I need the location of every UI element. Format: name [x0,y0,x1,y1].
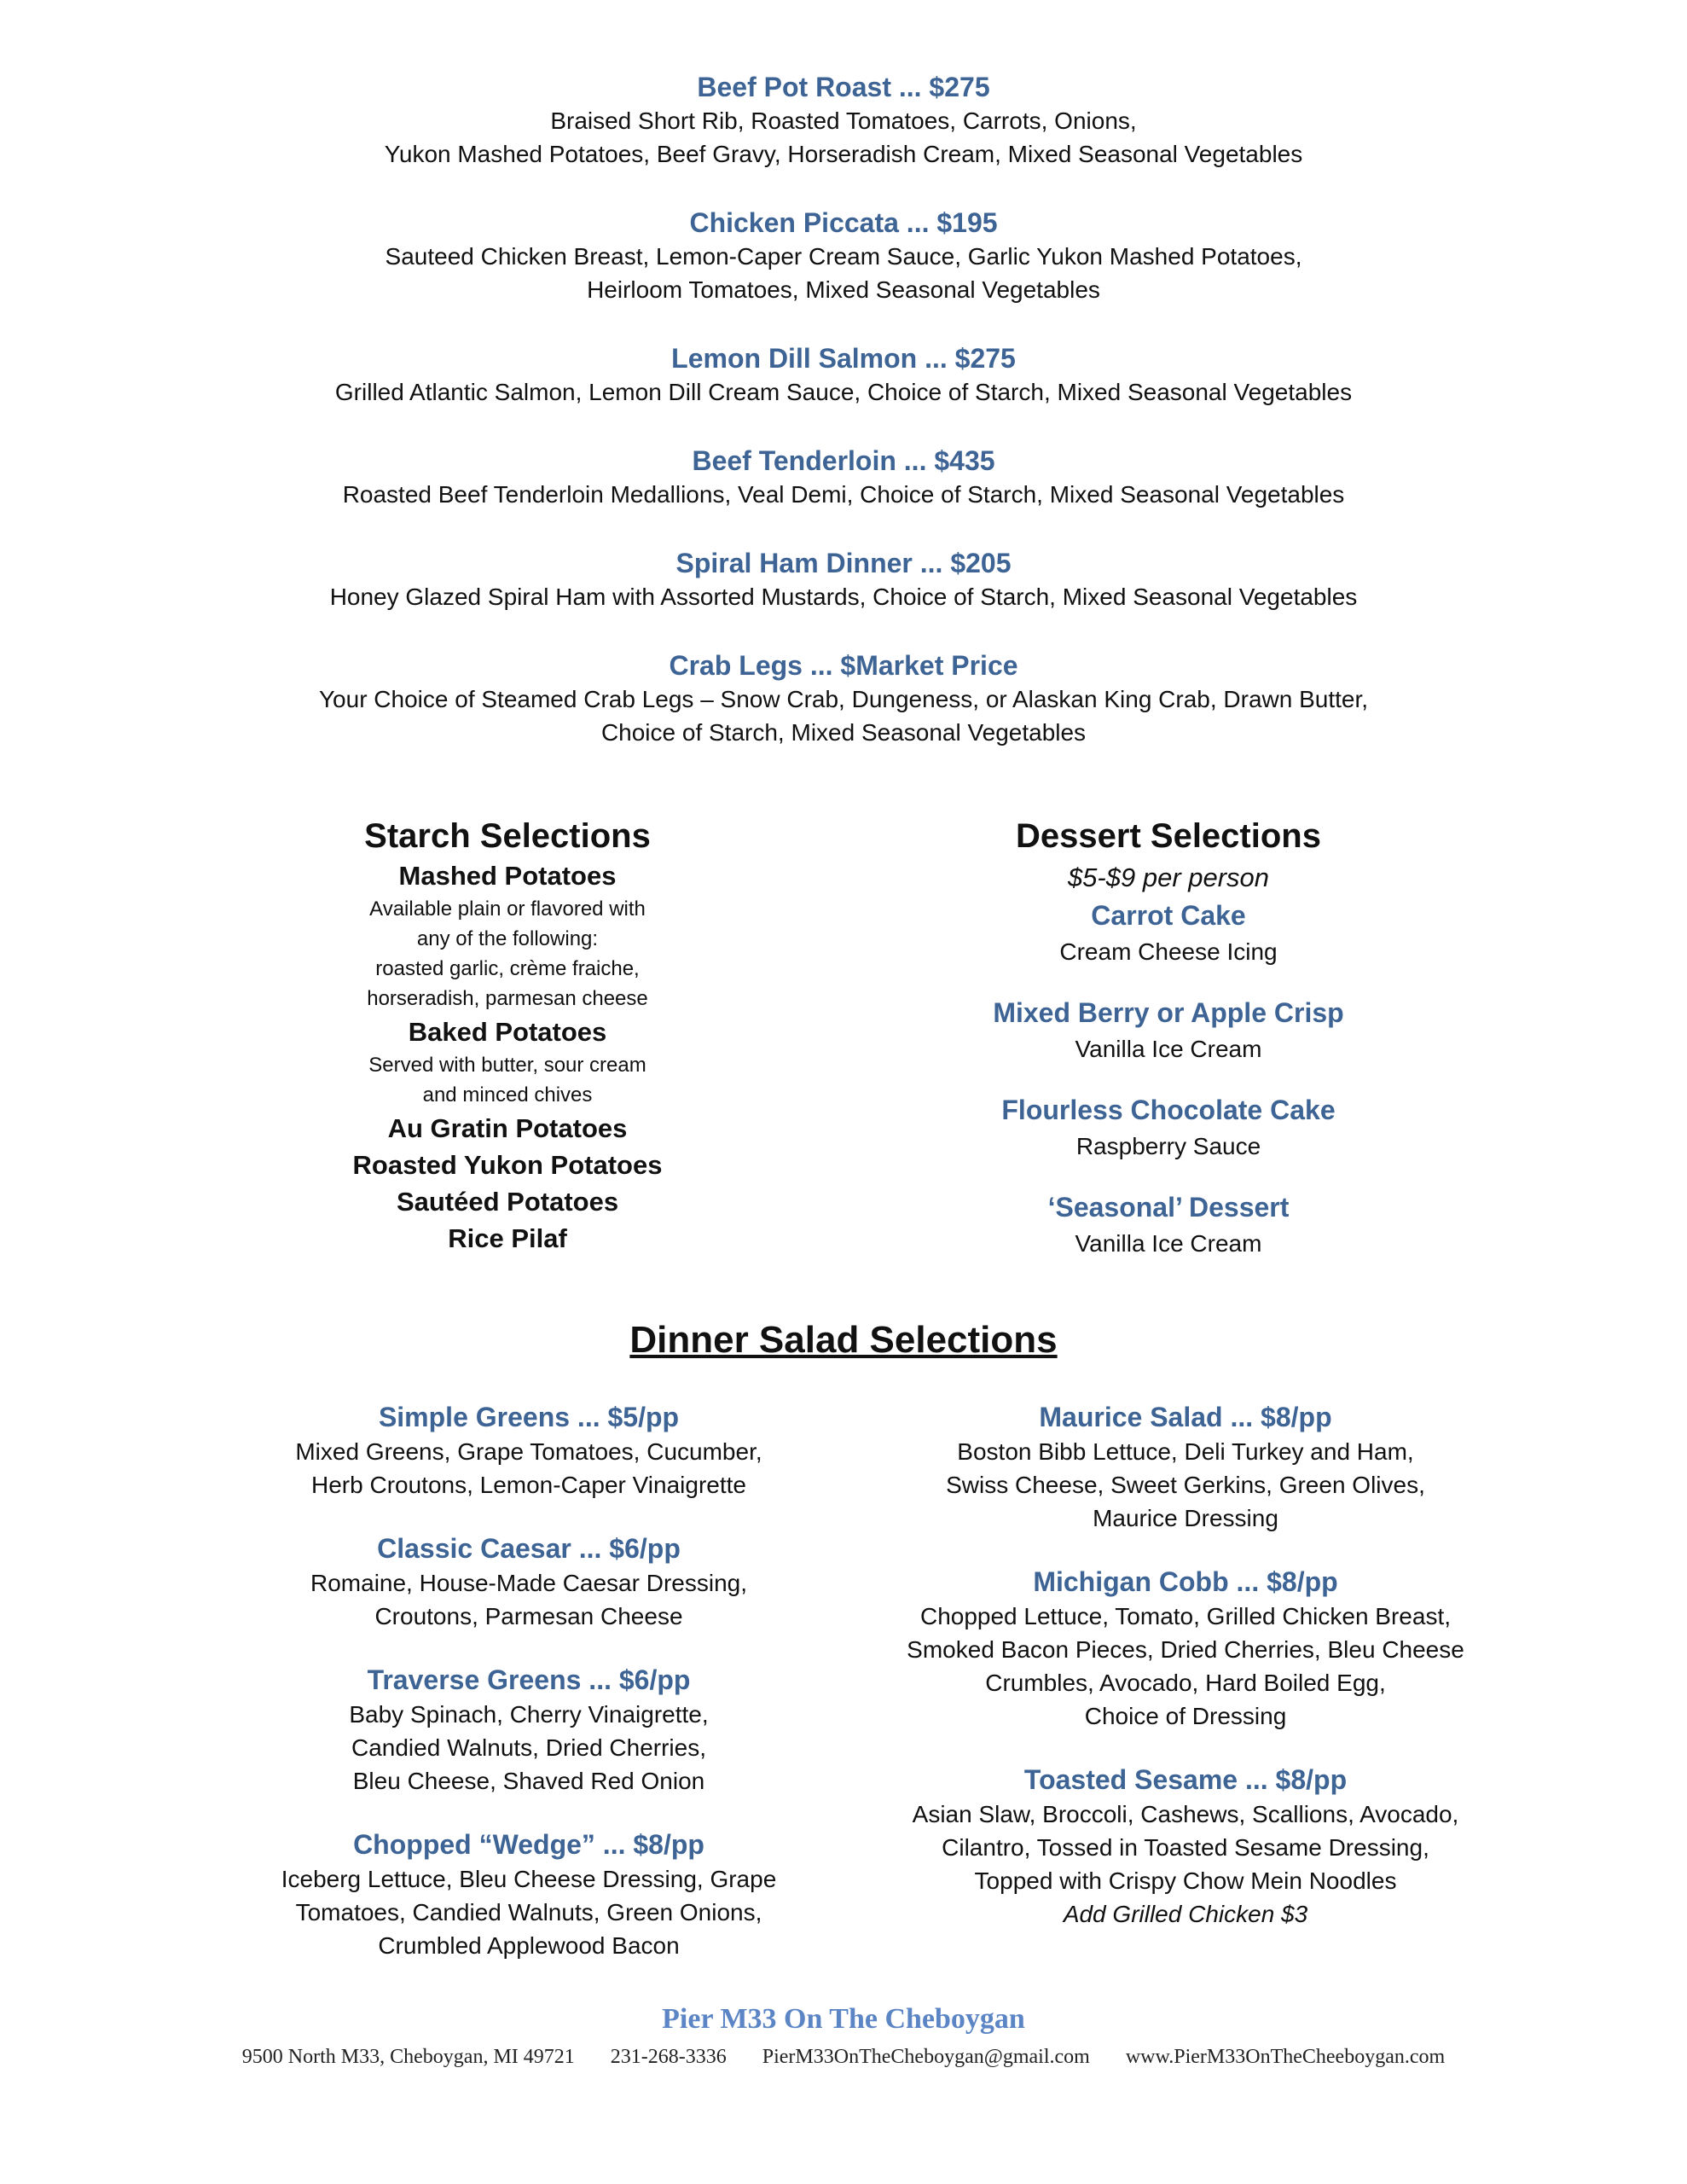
salad-description: Swiss Cheese, Sweet Gerkins, Green Olives, [946,1472,1425,1498]
starch-item-name: Sautéed Potatoes [396,1187,619,1217]
address: 9500 North M33, Cheboygan, MI 49721 [241,2046,575,2068]
salad-description: Choice of Dressing [1084,1703,1287,1729]
dessert-item-name: Carrot Cake [1091,900,1246,931]
salad-description: Candied Walnuts, Dried Cherries, [351,1734,707,1761]
starch-item-name: Mashed Potatoes [398,861,617,891]
entree-lemon-dill-salmon [0,341,1687,409]
entree-description: Sauteed Chicken Breast, Lemon-Caper Cream Sauce, Garlic Yukon Mashed Potatoes, [385,243,1302,270]
entree-spiral-ham [0,546,1687,613]
salad-title: Maurice Salad ... $8/pp [1039,1402,1332,1432]
dessert-selections [917,815,1420,1287]
salad-column-right [878,1399,1493,1960]
salad-description: Herb Croutons, Lemon-Caper Vinaigrette [311,1472,746,1498]
salad-description: Mixed Greens, Grape Tomatoes, Cucumber, [295,1438,762,1465]
salad-chopped-wedge [222,1827,836,1962]
salad-title: Chopped “Wedge” ... $8/pp [353,1829,704,1860]
salad-description: Bleu Cheese, Shaved Red Onion [352,1768,705,1794]
starch-item-note: any of the following: [416,927,599,950]
dessert-item-name: ‘Seasonal’ Dessert [1047,1192,1290,1223]
dessert-item-name: Flourless Chocolate Cake [1001,1095,1336,1125]
salad-column-left [222,1399,836,1991]
salad-add-on: Add Grilled Chicken $3 [1063,1901,1308,1927]
salad-michigan-cobb [878,1564,1493,1733]
starch-item-name: Rice Pilaf [448,1223,567,1253]
salad-traverse-greens [222,1662,836,1798]
contact-line [0,2043,1687,2071]
salad-description: Iceberg Lettuce, Bleu Cheese Dressing, Grape [281,1866,777,1892]
restaurant-name: Pier M33 On The Cheboygan [662,2003,1025,2035]
salad-simple-greens [222,1399,836,1502]
salad-description: Tomatoes, Candied Walnuts, Green Onions, [295,1899,762,1926]
entree-title: Beef Pot Roast ... $275 [697,72,990,102]
salad-description: Crumbles, Avocado, Hard Boiled Egg, [985,1670,1386,1696]
starch-item-note: horseradish, parmesan cheese [367,987,648,1010]
salad-description: Maurice Dressing [1093,1505,1278,1531]
entree-title: Beef Tenderloin ... $435 [692,445,995,476]
starch-heading: Starch Selections [364,817,651,855]
entree-description: Roasted Beef Tenderloin Medallions, Veal Demi, Choice of Starch, Mixed Seasonal Vegetables [342,481,1345,508]
starch-item-note: roasted garlic, crème fraiche, [375,957,640,980]
salad-description: Boston Bibb Lettuce, Deli Turkey and Ham, [957,1438,1414,1465]
salad-description: Romaine, House-Made Caesar Dressing, [310,1570,747,1596]
entree-description: Heirloom Tomatoes, Mixed Seasonal Vegetables [587,276,1100,303]
entree-description: Honey Glazed Spiral Ham with Assorted Mustards, Choice of Starch, Mixed Seasonal Vegetables [329,584,1358,610]
starch-item-note: Served with butter, sour cream [368,1054,646,1077]
salad-description: Asian Slaw, Broccoli, Cashews, Scallions, Avocado, [912,1801,1459,1827]
dessert-item-desc: Vanilla Ice Cream [1075,1230,1262,1257]
salad-description: Chopped Lettuce, Tomato, Grilled Chicken Breast, [919,1603,1452,1629]
starch-item-name: Roasted Yukon Potatoes [352,1150,663,1180]
dessert-item-name: Mixed Berry or Apple Crisp [993,997,1344,1028]
salad-classic-caesar [222,1531,836,1633]
starch-item-name: Au Gratin Potatoes [387,1113,628,1143]
salad-description: Cilantro, Tossed in Toasted Sesame Dressing, [942,1834,1429,1861]
salad-title: Traverse Greens ... $6/pp [367,1664,691,1695]
dessert-price: $5-$9 per person [1067,863,1270,892]
entree-beef-tenderloin [0,444,1687,511]
entree-description: Choice of Starch, Mixed Seasonal Vegetables [600,719,1087,746]
salad-description: Croutons, Parmesan Cheese [374,1603,683,1629]
salad-description: Topped with Crispy Chow Mein Noodles [974,1867,1397,1894]
entree-description: Your Choice of Steamed Crab Legs – Snow Crab, Dungeness, or Alaskan King Crab, Drawn Butter, [318,686,1369,712]
salad-description: Crumbled Applewood Bacon [378,1932,680,1959]
entree-description: Grilled Atlantic Salmon, Lemon Dill Cream Sauce, Choice of Starch, Mixed Seasonal Vegetables [334,379,1353,405]
dessert-item-desc: Cream Cheese Icing [1059,938,1278,965]
salad-title: Simple Greens ... $5/pp [378,1402,680,1432]
email-link[interactable]: PierM33OnTheCheboygan@gmail.com [762,2046,1090,2068]
salad-description: Baby Spinach, Cherry Vinaigrette, [349,1701,709,1728]
starch-selections [256,815,759,1257]
salad-title: Classic Caesar ... $6/pp [377,1533,681,1564]
starch-item-note: and minced chives [422,1083,593,1107]
dessert-item-desc: Vanilla Ice Cream [1075,1036,1262,1062]
salad-title: Toasted Sesame ... $8/pp [1023,1764,1348,1795]
dessert-item-desc: Raspberry Sauce [1075,1133,1261,1159]
phone-number: 231-268-3336 [610,2046,727,2068]
starch-item-name: Baked Potatoes [408,1017,607,1047]
entree-title: Lemon Dill Salmon ... $275 [671,343,1016,374]
entree-beef-pot-roast [0,70,1687,171]
salad-title: Michigan Cobb ... $8/pp [1033,1566,1338,1597]
entree-list [0,70,1687,784]
dessert-heading: Dessert Selections [1016,817,1321,855]
entree-chicken-piccata [0,206,1687,306]
entree-description: Braised Short Rib, Roasted Tomatoes, Carrots, Onions, [550,107,1137,134]
entree-title: Spiral Ham Dinner ... $205 [675,548,1012,578]
salad-toasted-sesame [878,1762,1493,1931]
entree-crab-legs [0,648,1687,749]
entree-description: Yukon Mashed Potatoes, Beef Gravy, Horseradish Cream, Mixed Seasonal Vegetables [384,141,1303,167]
entree-title: Chicken Piccata ... $195 [689,207,998,238]
salad-description: Smoked Bacon Pieces, Dried Cherries, Bleu Cheese [907,1636,1464,1663]
website-link[interactable]: www.PierM33OnTheCheeboygan.com [1125,2046,1446,2068]
starch-item-note: Available plain or flavored with [369,897,646,921]
salad-maurice [878,1399,1493,1535]
salad-heading: Dinner Salad Selections [629,1319,1058,1361]
entree-title: Crab Legs ... $Market Price [669,650,1018,681]
